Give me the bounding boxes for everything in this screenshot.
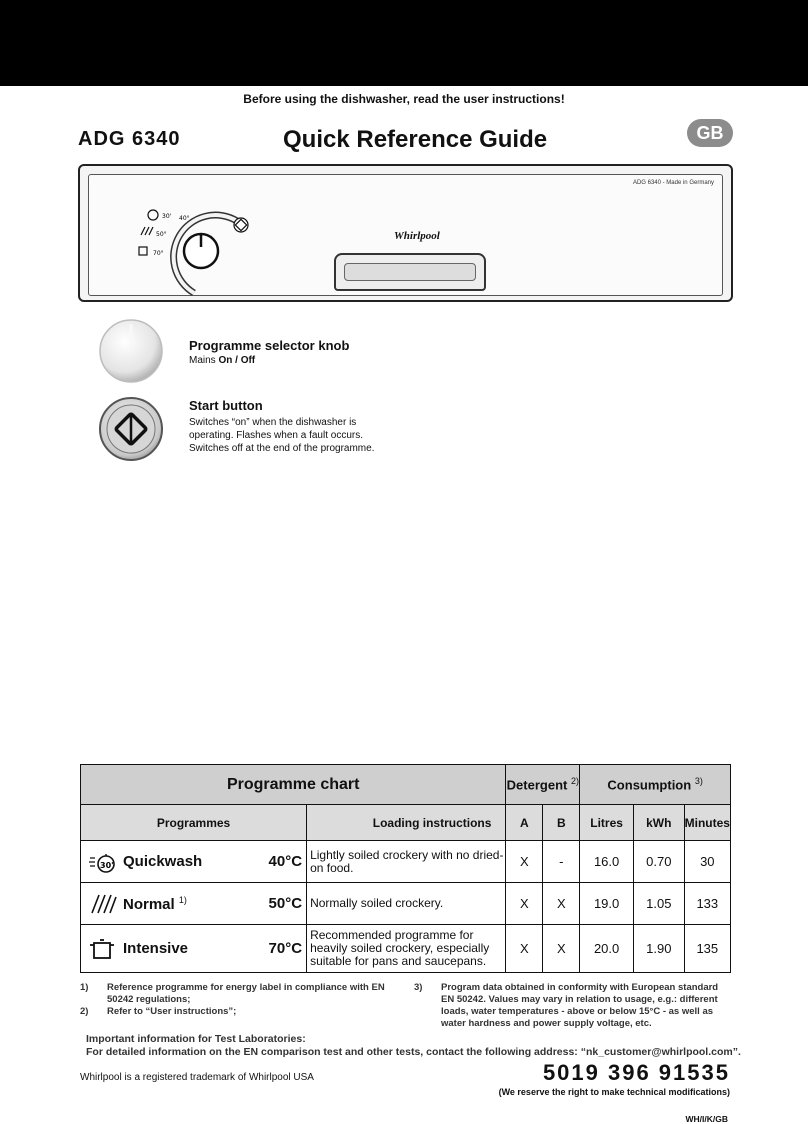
footnote-1-number: 1) — [80, 982, 89, 993]
litres-value: 19.0 — [580, 883, 634, 925]
mains-separator: / — [235, 355, 238, 366]
mains-on-off-text — [189, 354, 255, 367]
programme-cell — [81, 925, 307, 973]
control-panel-face — [88, 174, 723, 296]
trademark-notice: Whirlpool is a registered trademark of Whirlpool USA — [80, 1072, 314, 1083]
intensive-pot-icon — [81, 936, 123, 962]
programme-note: 1) — [178, 894, 187, 905]
start-desc-line-2: operating. Flashes when a fault occurs. — [189, 430, 363, 441]
top-black-bar — [0, 0, 808, 86]
footnote-3-number: 3) — [414, 982, 423, 993]
control-panel-illustration — [78, 164, 733, 302]
dial-mark-30: 30' — [162, 213, 172, 220]
detergent-b: X — [543, 925, 580, 973]
chart-header-row — [81, 765, 731, 805]
col-programmes: Programmes — [81, 805, 307, 841]
col-b: B — [543, 805, 580, 841]
footnote-2-number: 2) — [80, 1006, 89, 1017]
mains-on: On — [218, 355, 233, 366]
start-button-image — [98, 396, 164, 462]
quickwash-icon-label: 30' — [100, 860, 114, 870]
normal-small-icon — [141, 227, 153, 235]
door-handle — [334, 253, 486, 291]
col-loading: Loading instructions — [307, 805, 506, 841]
detergent-b: - — [543, 841, 580, 883]
programme-dial-illustration — [119, 189, 259, 299]
dial-mark-50: 50° — [156, 231, 167, 238]
programme-name: Normal — [123, 895, 175, 913]
model-number: ADG 6340 — [78, 128, 181, 150]
detergent-header — [506, 765, 580, 805]
table-row — [81, 925, 731, 973]
start-button-description — [189, 416, 374, 455]
programme-name-wrap — [123, 895, 269, 913]
whirlpool-logo: Whirlpool — [394, 230, 440, 242]
kwh-value: 0.70 — [633, 841, 684, 883]
panel-model-label: ADG 6340 - Made in Germany — [632, 180, 714, 186]
document-code: 5019 396 91535 — [542, 1060, 730, 1085]
detergent-label: Detergent — [506, 777, 568, 793]
language-badge: GB — [687, 119, 733, 147]
col-minutes: Minutes — [684, 805, 730, 841]
lab-note-heading: Important information for Test Laboratories: — [86, 1033, 306, 1045]
table-row — [81, 841, 731, 883]
minutes-value: 30 — [684, 841, 730, 883]
consumption-note: 3) — [694, 776, 703, 787]
programme-name: Intensive — [123, 940, 189, 957]
page-title: Quick Reference Guide — [283, 126, 548, 153]
col-kwh: kWh — [633, 805, 684, 841]
dial-mark-40: 40° — [179, 215, 190, 222]
quickwash-icon — [81, 849, 123, 875]
minutes-value: 135 — [684, 925, 730, 973]
footnote-3-text: Program data obtained in conformity with European standard EN 50242. Values may vary in relation to usage, e.g.: different loads, water temperatures - above or below 15°C - as well as water hardness and power supply voltage, etc. — [441, 982, 719, 1029]
instructions-notice: Before using the dishwasher, read the user instructions! — [243, 92, 565, 106]
start-button-title: Start button — [189, 398, 263, 413]
normal-wash-icon — [81, 891, 123, 917]
detergent-a: X — [506, 841, 543, 883]
country-codes: WH/I/K/GB — [685, 1114, 728, 1124]
litres-value: 16.0 — [580, 841, 634, 883]
quickwash-small-icon — [148, 210, 158, 220]
programme-temp: 70°C — [268, 940, 303, 957]
start-desc-line-1: Switches “on” when the dishwasher is — [189, 417, 357, 428]
detergent-b: X — [543, 883, 580, 925]
table-row — [81, 883, 731, 925]
col-a: A — [506, 805, 543, 841]
loading-instructions: Normally soiled crockery. — [307, 883, 506, 925]
loading-instructions: Lightly soiled crockery with no dried-on food. — [307, 841, 506, 883]
chart-title: Programme chart — [81, 765, 506, 805]
programme-cell — [81, 883, 307, 925]
footnote-2-text: Refer to “User instructions”; — [107, 1006, 237, 1017]
selector-knob-image — [98, 318, 164, 384]
programme-chart-table — [80, 764, 731, 973]
loading-instructions: Recommended programme for heavily soiled crockery, especially suitable for pans and saucepans. — [307, 925, 506, 973]
detergent-note: 2) — [570, 776, 579, 787]
intensive-small-icon — [139, 247, 147, 255]
programme-cell — [81, 841, 307, 883]
dial-mark-70: 70° — [153, 250, 164, 257]
lab-note-body: For detailed information on the EN comparison test and other tests, contact the following address: “nk_customer@whirlpool.com”. — [86, 1046, 741, 1058]
consumption-label: Consumption — [607, 777, 692, 793]
programme-temp: 40°C — [268, 853, 303, 870]
minutes-value: 133 — [684, 883, 730, 925]
kwh-value: 1.90 — [633, 925, 684, 973]
col-litres: Litres — [580, 805, 634, 841]
test-laboratories-note — [86, 1033, 741, 1059]
litres-value: 20.0 — [580, 925, 634, 973]
footnote-1-text: Reference programme for energy label in compliance with EN 50242 regulations; — [107, 982, 385, 1005]
mains-label: Mains — [189, 355, 216, 366]
detergent-a: X — [506, 883, 543, 925]
detergent-a: X — [506, 925, 543, 973]
start-desc-line-3: Switches off at the end of the programme. — [189, 443, 375, 454]
chart-column-header-row — [81, 805, 731, 841]
programme-name: Quickwash — [123, 853, 203, 870]
selector-knob-title: Programme selector knob — [189, 338, 350, 353]
programme-temp: 50°C — [268, 895, 303, 912]
modification-notice: (We reserve the right to make technical modifications) — [498, 1087, 730, 1097]
kwh-value: 1.05 — [633, 883, 684, 925]
consumption-header — [580, 765, 731, 805]
mains-off: Off — [240, 355, 256, 366]
